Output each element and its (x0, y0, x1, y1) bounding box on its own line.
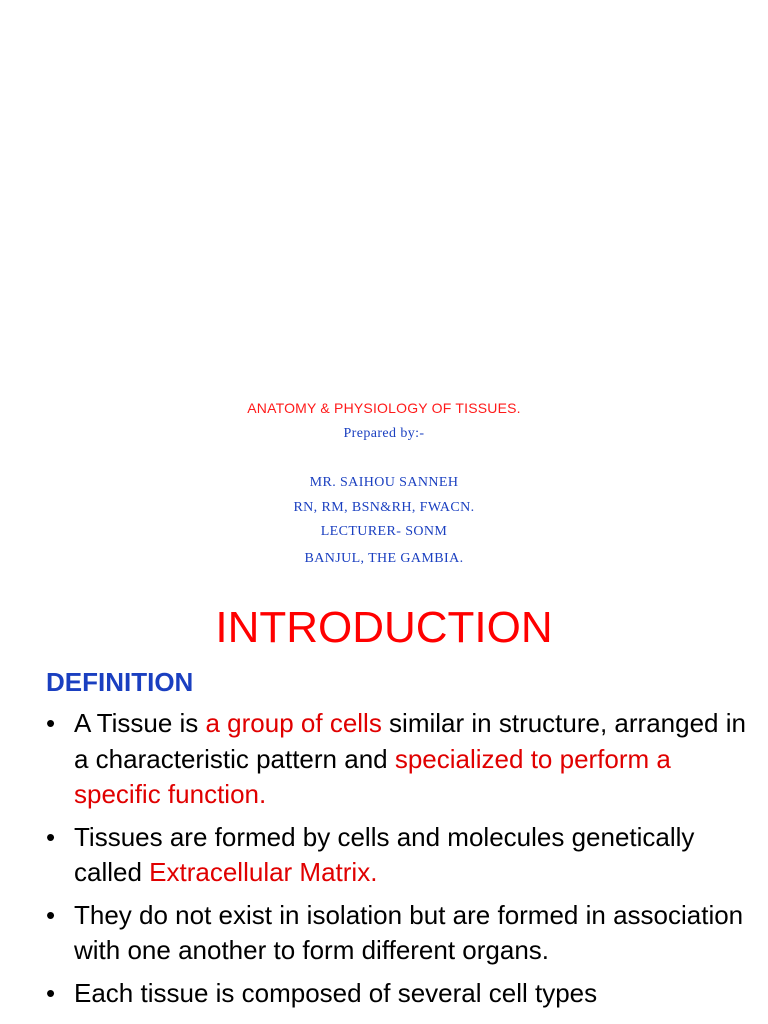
bullet-item (46, 976, 756, 1012)
author-credentials: RN, RM, BSN&RH, FWACN. (293, 500, 475, 515)
bullet-highlight: specialized to perform a specific function. (74, 743, 671, 809)
prepared-by-label: Prepared by:- (343, 426, 425, 441)
bullet-text: similar in structure, arranged in a characteristic pattern and (74, 708, 746, 774)
author-location: BANJUL, THE GAMBIA. (304, 551, 464, 566)
bullet-icon: • (46, 708, 56, 738)
author-name: MR. SAIHOU SANNEH (309, 475, 459, 490)
author-role: LECTURER- SONM (320, 524, 448, 539)
bullet-icon: • (46, 899, 56, 930)
bullet-text: A Tissue is (74, 708, 206, 738)
bullet-icon: • (46, 821, 56, 852)
section-title: INTRODUCTION (215, 603, 553, 652)
bullet-item (46, 706, 756, 813)
document-title: ANATOMY & PHYSIOLOGY OF TISSUES. (247, 400, 521, 416)
bullet-highlight: Extracellular Matrix. (149, 857, 378, 887)
definition-heading: DEFINITION (46, 667, 194, 697)
bullet-list (46, 706, 756, 1018)
bullet-text: Tissues are formed by cells and molecules genetically called (74, 821, 695, 887)
bullet-item (46, 898, 756, 969)
bullet-highlight: a group of cells (205, 708, 382, 738)
bullet-text: Each tissue is composed of several cell types (74, 977, 598, 1008)
bullet-icon: • (46, 977, 56, 1008)
bullet-item (46, 820, 756, 891)
bullet-text: They do not exist in isolation but are formed in association with one another to form different organs. (74, 899, 744, 965)
